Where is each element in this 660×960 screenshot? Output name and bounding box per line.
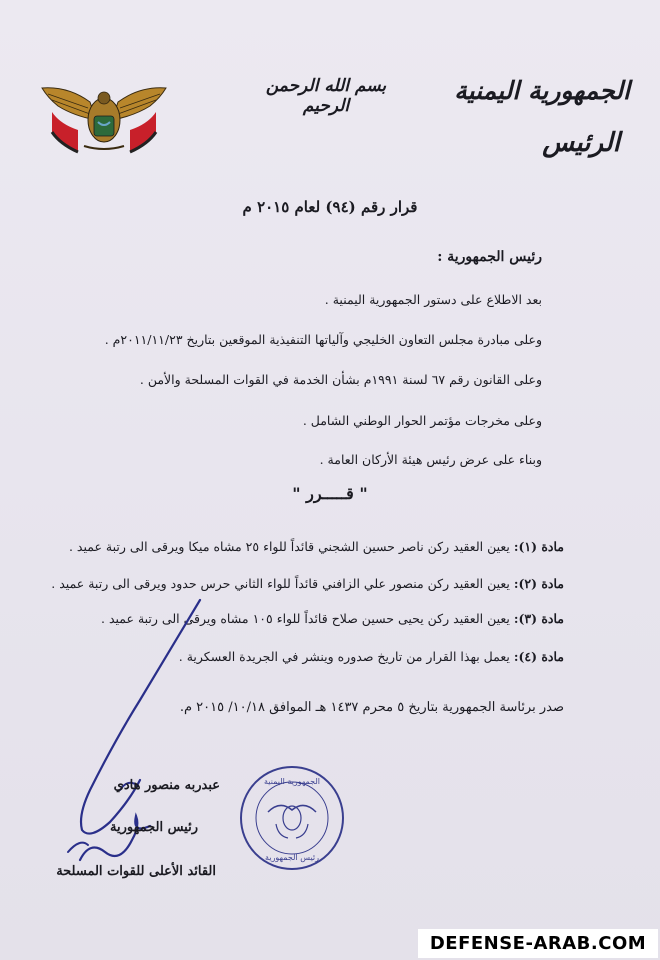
preamble-line: بعد الاطلاع على دستور الجمهورية اليمنية . [324,292,542,307]
preamble-line: وعلى القانون رقم ٦٧ لسنة ١٩٩١م بشأن الخدمة في القوات المسلحة والأمن . [139,372,542,387]
article-4 [179,649,564,664]
article-text: يعين العقيد ركن يحيى حسين صلاح قائداً للواء ١٠٥ مشاه ويرقى الى رتبة عميد . [101,611,510,626]
decision-heading: " قـــــرر " [292,484,368,503]
article-label: مادة (١): [513,539,564,554]
yemen-eagle-emblem-icon [38,80,170,158]
preamble-line: وعلى مخرجات مؤتمر الحوار الوطني الشامل . [302,413,542,428]
signatory-title-2: القائد الأعلى للقوات المسلحة [56,864,216,879]
article-text: يعين العقيد ركن منصور علي الزافني قائداً للواء الثاني حرس حدود ويرقى الى رتبة عميد . [51,576,510,591]
article-label: مادة (٢): [513,576,564,591]
article-1 [69,539,564,554]
article-label: مادة (٣): [513,611,564,626]
preamble-line: وعلى مبادرة مجلس التعاون الخليجي وآلياتها التنفيذية الموقعين بتاريخ ٢٠١١/١١/٢٣م . [104,332,542,347]
article-label: مادة (٤): [513,649,564,664]
signatory-name: عبدربه منصور هادي [113,778,220,793]
article-text: يعمل بهذا القرار من تاريخ صدوره وينشر في الجريدة العسكرية . [178,649,510,664]
handwritten-signature-icon [60,590,210,880]
seal-top-text: الجمهورية اليمنية [263,777,321,786]
decree-title: قرار رقم (٩٤) لعام ٢٠١٥ م [242,198,418,216]
preamble-line: وبناء على عرض رئيس هيئة الأركان العامة . [319,452,542,467]
official-seal-icon [238,764,346,872]
header-republic: الجمهورية اليمنية [454,76,630,105]
issued-date: صدر برئاسة الجمهورية بتاريخ ٥ محرم ١٤٣٧ هـ الموافق ١٠/١٨/ ٢٠١٥ م. [179,700,564,715]
basmala: بسم الله الرحمن الرحيم [265,76,387,116]
header-president: الرئيس [542,128,620,158]
article-2 [51,576,564,591]
article-text: يعين العقيد ركن ناصر حسين الشجني قائداً للواء ٢٥ مشاه ميكا ويرقى الى رتبة عميد . [68,539,510,554]
seal-bottom-text: رئيس الجمهورية [265,853,319,862]
addressee: رئيس الجمهورية : [437,249,542,265]
signatory-title: رئيس الجمهورية [110,820,198,835]
source-watermark: DEFENSE-ARAB.COM [418,929,658,958]
